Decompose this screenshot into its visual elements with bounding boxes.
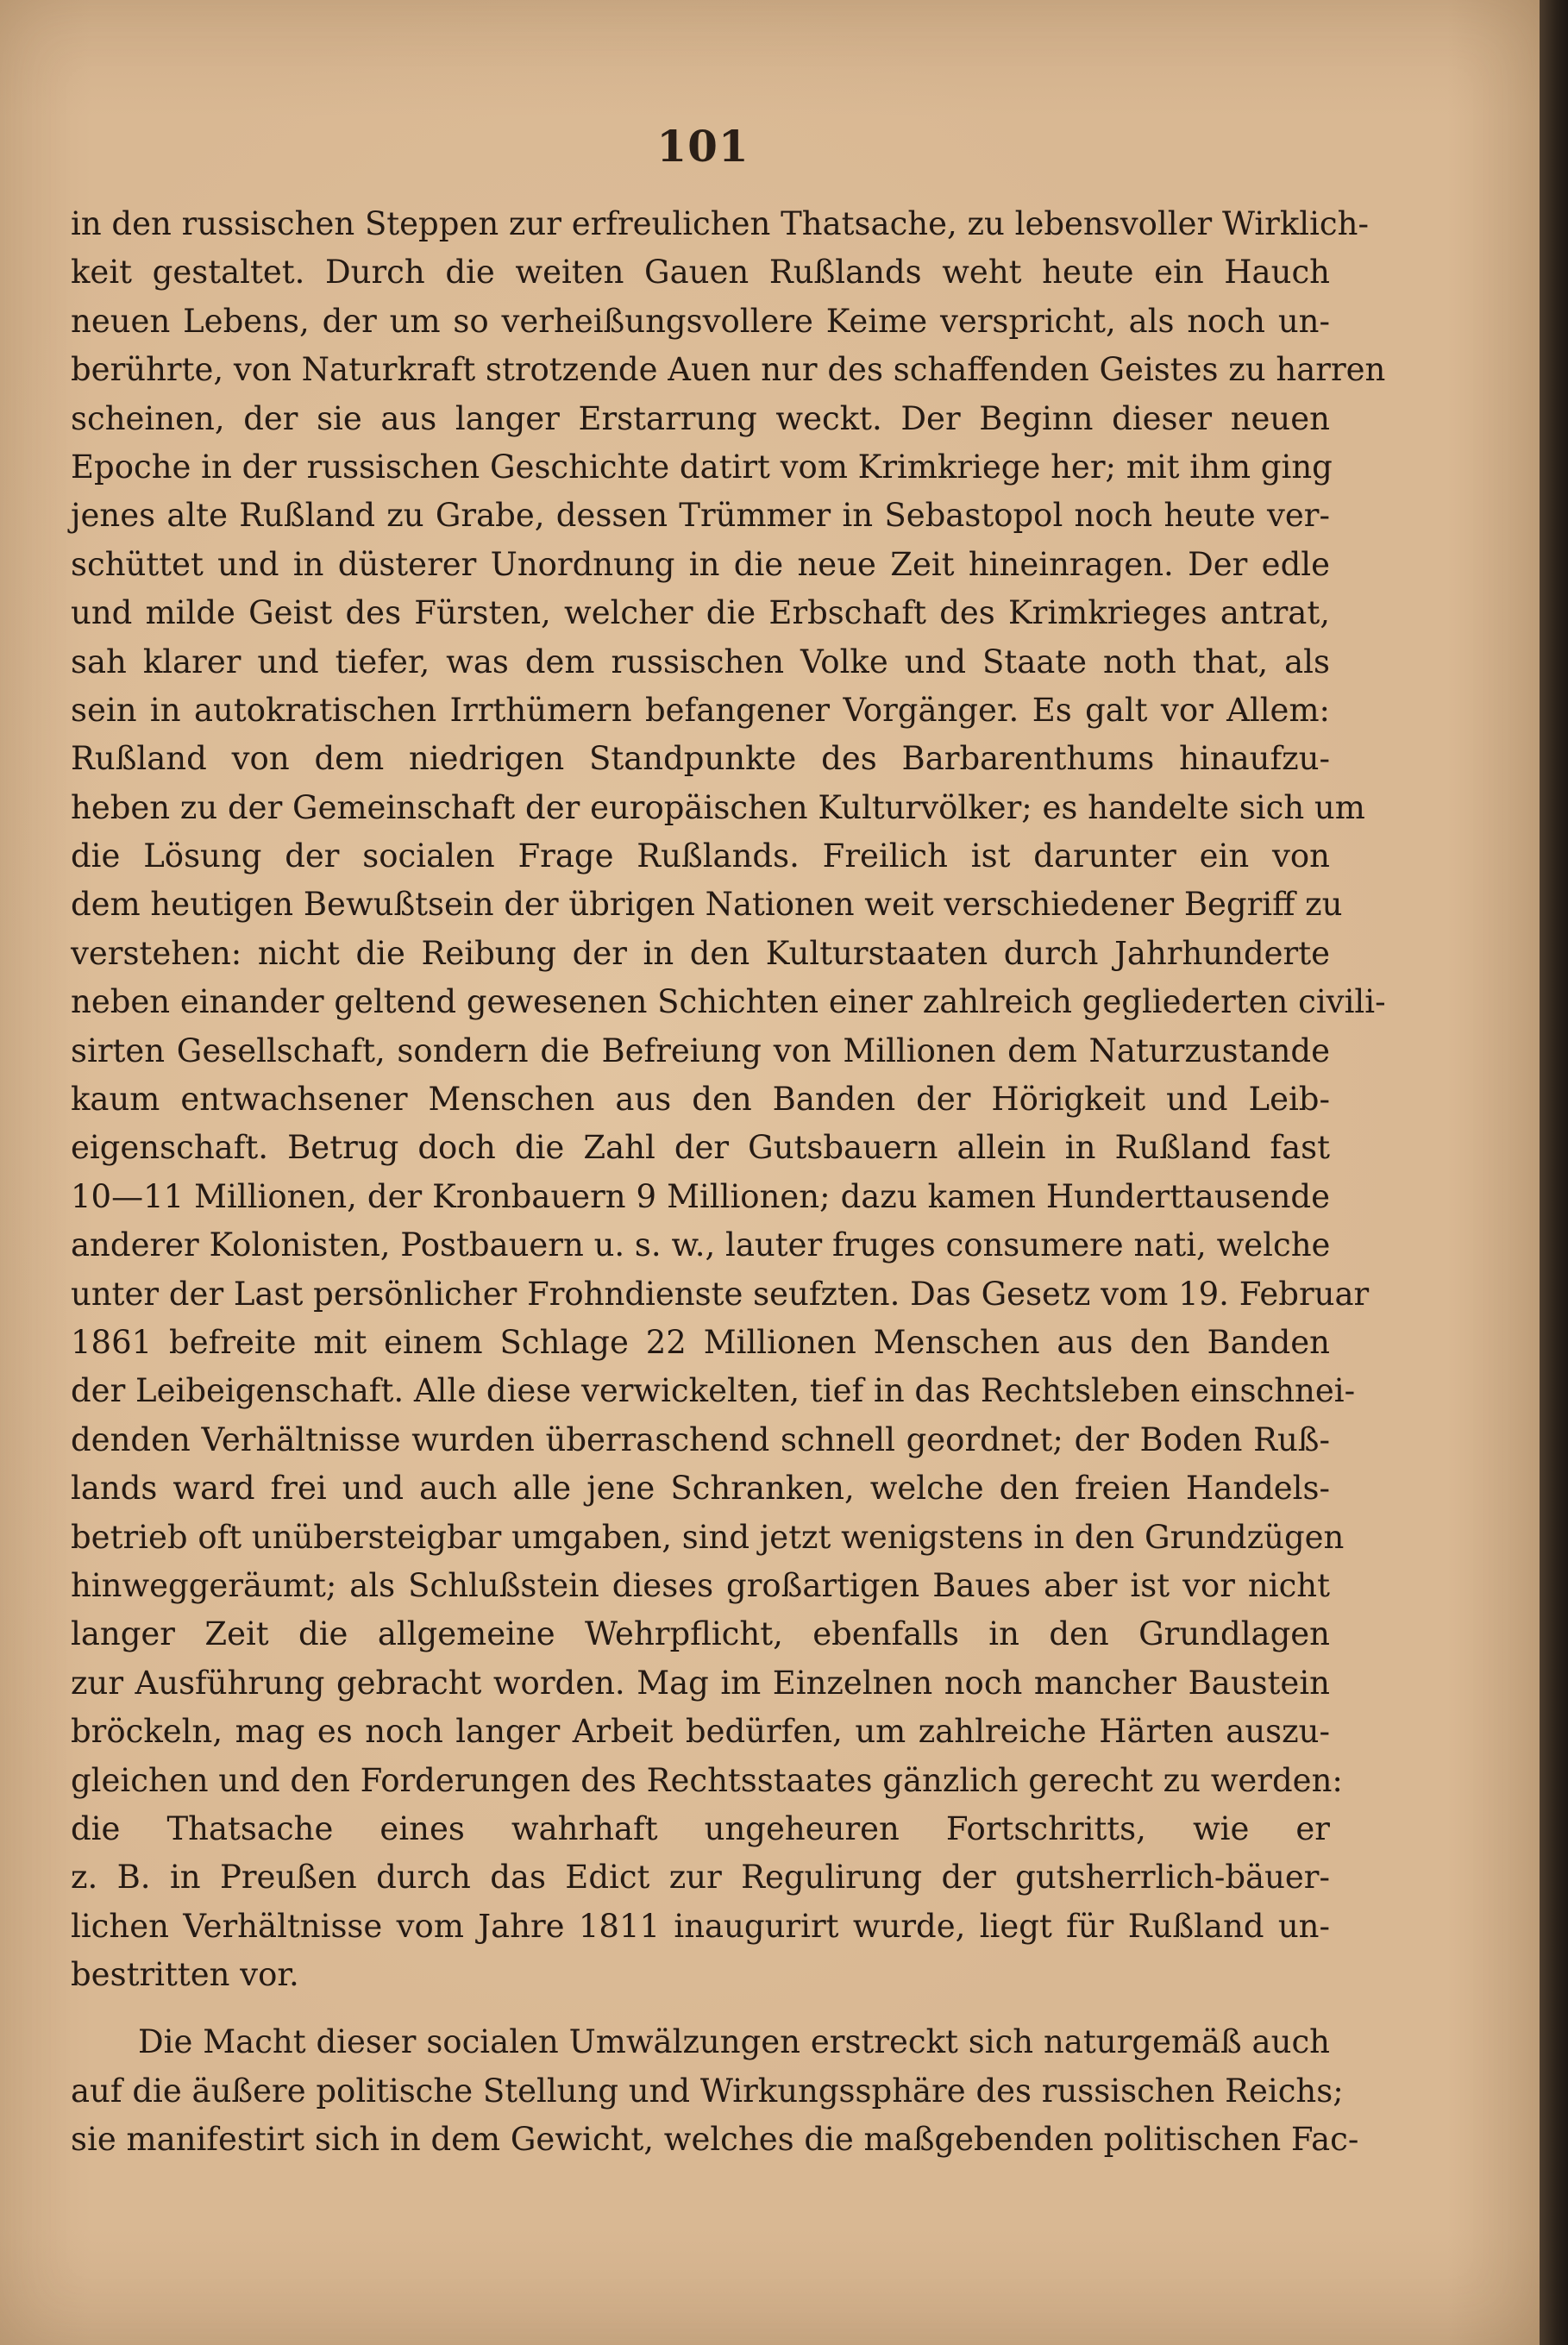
text-line: bestritten vor. xyxy=(71,1956,299,1994)
text-line: anderer Kolonisten, Postbauern u. s. w., lauter fruges consumere nati, welche xyxy=(71,1226,1331,1264)
page-number: 101 xyxy=(656,121,750,172)
text-line: sie manifestirt sich in dem Gewicht, welches die maßgebenden politischen Fac- xyxy=(71,2121,1359,2159)
text-line: keit gestaltet. Durch die weiten Gauen Rußlands weht heute ein Hauch xyxy=(71,254,1330,292)
body-text xyxy=(71,200,1386,2165)
paragraph-1 xyxy=(71,200,1386,1999)
text-line: heben zu der Gemeinschaft der europäischen Kulturvölker; es handelte sich um xyxy=(71,788,1365,826)
text-line: Epoche in der russischen Geschichte datirt vom Krimkriege her; mit ihm ging xyxy=(71,448,1333,486)
paragraph-gap xyxy=(71,1999,1330,2018)
book-spine-edge xyxy=(1540,0,1568,2345)
text-line: neben einander geltend gewesenen Schichten einer zahlreich gegliederten civili- xyxy=(71,983,1386,1021)
text-line: 10—11 Millionen, der Kronbauern 9 Millionen; dazu kamen Hunderttausende xyxy=(71,1177,1330,1215)
text-line: und milde Geist des Fürsten, welcher die Erbschaft des Krimkrieges antrat, xyxy=(71,594,1330,632)
text-line: jenes alte Rußland zu Grabe, dessen Trümmer in Sebastopol noch heute ver- xyxy=(71,497,1330,535)
text-line: z. B. in Preußen durch das Edict zur Regulirung der gutsherrlich-bäuer- xyxy=(71,1859,1330,1897)
text-line: verstehen: nicht die Reibung der in den Kulturstaaten durch Jahrhunderte xyxy=(71,934,1330,972)
text-line: denden Verhältnisse wurden überraschend schnell geordnet; der Boden Ruß- xyxy=(71,1420,1330,1458)
text-line: die Lösung der socialen Frage Rußlands. Freilich ist darunter ein von xyxy=(71,837,1330,875)
text-line: betrieb oft unübersteigbar umgaben, sind jetzt wenigstens in den Grundzügen xyxy=(71,1518,1345,1556)
text-line: unter der Last persönlicher Frohndienste seufzten. Das Gesetz vom 19. Februar xyxy=(71,1275,1370,1313)
text-line: neuen Lebens, der um so verheißungsvollere Keime verspricht, als noch un- xyxy=(71,302,1330,340)
text-line: dem heutigen Bewußtsein der übrigen Nationen weit verschiedener Begriff zu xyxy=(71,886,1343,924)
text-line: berührte, von Naturkraft strotzende Auen nur des schaffenden Geistes zu harren xyxy=(71,351,1386,389)
text-line: in den russischen Steppen zur erfreulichen Thatsache, zu lebensvoller Wirklich- xyxy=(71,205,1369,242)
text-line: bröckeln, mag es noch langer Arbeit bedürfen, um zahlreiche Härten auszu- xyxy=(71,1713,1330,1751)
text-line: zur Ausführung gebracht worden. Mag im Einzelnen noch mancher Baustein xyxy=(71,1664,1330,1702)
text-line: sirten Gesellschaft, sondern die Befreiung von Millionen dem Naturzustande xyxy=(71,1031,1330,1069)
text-line: gleichen und den Forderungen des Rechtsstaates gänzlich gerecht zu werden: xyxy=(71,1761,1343,1799)
text-line: Rußland von dem niedrigen Standpunkte des Barbarenthums hinaufzu- xyxy=(71,740,1330,778)
text-line: lichen Verhältnisse vom Jahre 1811 inaugurirt wurde, liegt für Rußland un- xyxy=(71,1907,1330,1945)
text-line: Die Macht dieser socialen Umwälzungen erstreckt sich naturgemäß auch xyxy=(138,2023,1330,2061)
text-line: der Leibeigenschaft. Alle diese verwickelten, tief in das Rechtsleben einschnei- xyxy=(71,1372,1356,1410)
text-line: lands ward frei und auch alle jene Schranken, welche den freien Handels- xyxy=(71,1470,1330,1508)
text-line: sein in autokratischen Irrthümern befangener Vorgänger. Es galt vor Allem: xyxy=(71,691,1330,729)
text-line: langer Zeit die allgemeine Wehrpflicht, ebenfalls in den Grundlagen xyxy=(71,1615,1330,1653)
paragraph-2 xyxy=(71,2018,1359,2164)
text-line: auf die äußere politische Stellung und Wirkungssphäre des russischen Reichs; xyxy=(71,2072,1344,2110)
text-line: eigenschaft. Betrug doch die Zahl der Gutsbauern allein in Rußland fast xyxy=(71,1129,1330,1167)
text-line: schüttet und in düsterer Unordnung in die neue Zeit hineinragen. Der edle xyxy=(71,545,1330,583)
text-line: scheinen, der sie aus langer Erstarrung weckt. Der Beginn dieser neuen xyxy=(71,399,1330,437)
text-line: die Thatsache eines wahrhaft ungeheuren Fortschritts, wie er xyxy=(71,1809,1330,1847)
text-line: sah klarer und tiefer, was dem russischen Volke und Staate noth that, als xyxy=(71,643,1330,680)
text-line: kaum entwachsener Menschen aus den Banden der Hörigkeit und Leib- xyxy=(71,1081,1330,1119)
text-line: 1861 befreite mit einem Schlage 22 Millionen Menschen aus den Banden xyxy=(71,1323,1330,1361)
text-line: hinweggeräumt; als Schlußstein dieses großartigen Baues aber ist vor nicht xyxy=(71,1566,1330,1604)
